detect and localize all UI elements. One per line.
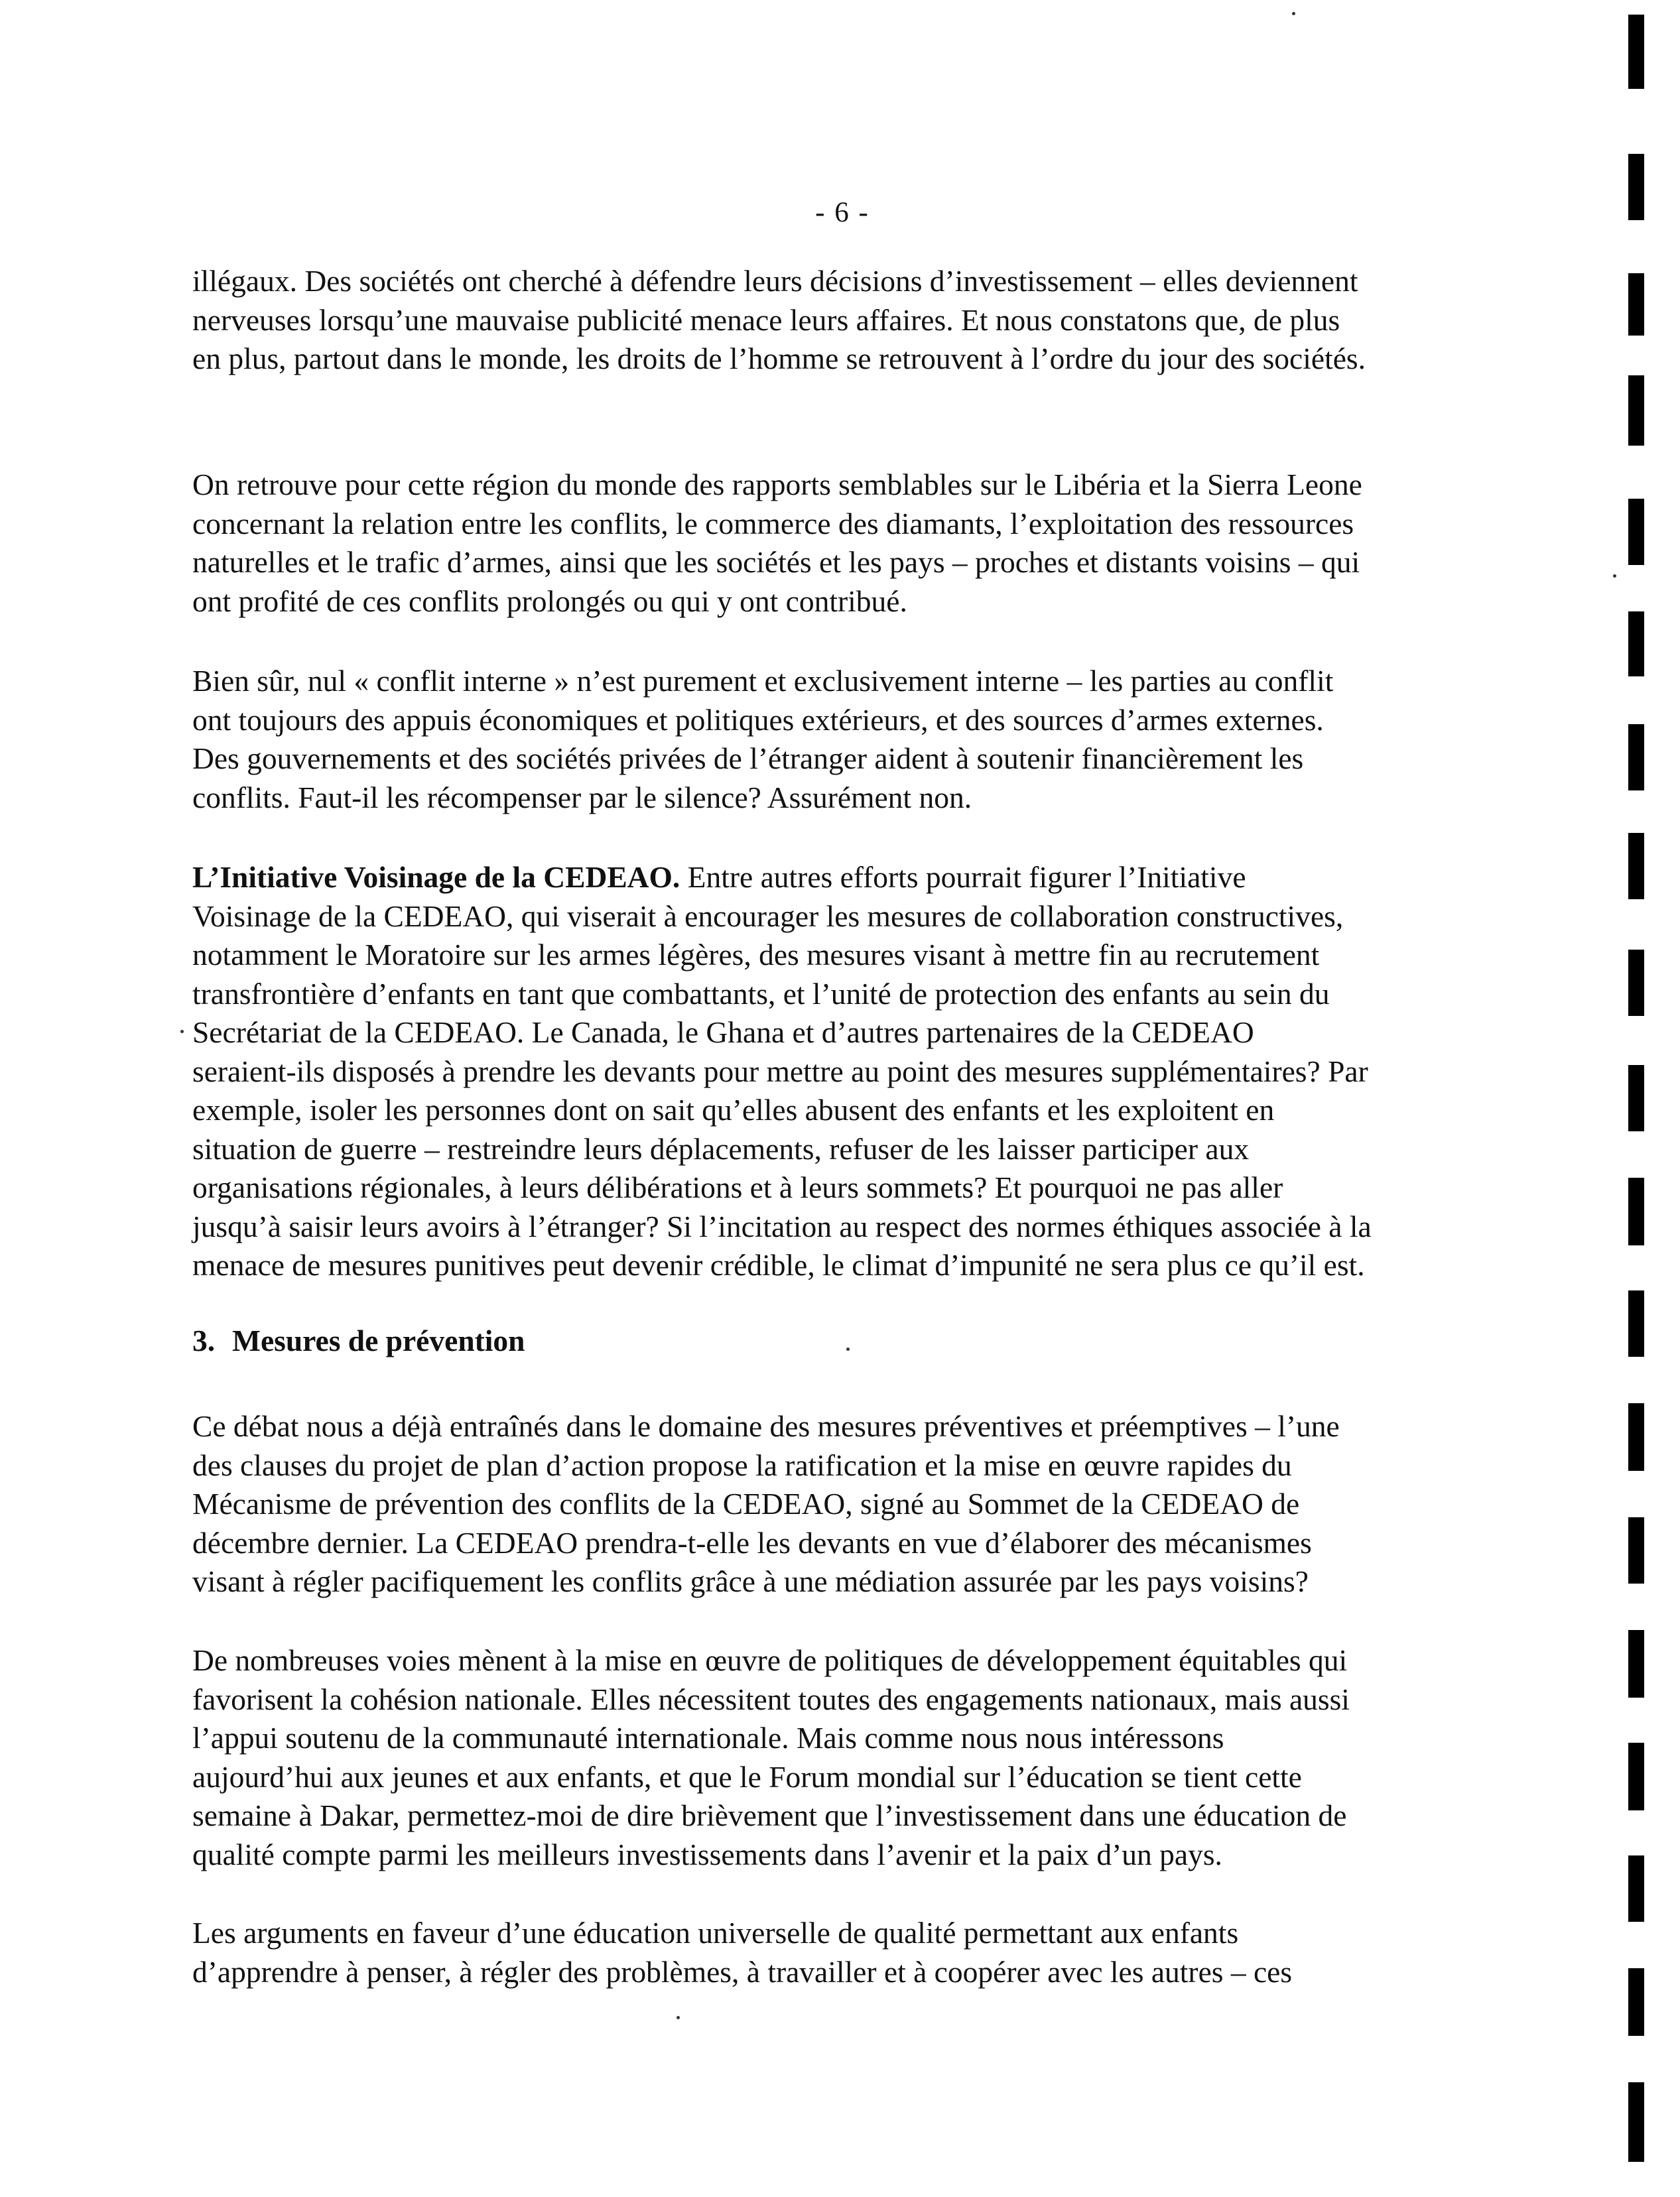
scan-margin-bar — [1628, 1743, 1644, 1810]
scan-margin-bar — [1628, 1517, 1644, 1584]
paragraph-line: Secrétariat de la CEDEAO. Le Canada, le Ghana et d’autres partenaires de la CEDEAO — [192, 1015, 1254, 1049]
paragraph-line: concernant la relation entre les conflits, le commerce des diamants, l’exploitation des ressources — [192, 506, 1354, 540]
scan-margin-bar — [1628, 724, 1644, 790]
paragraph-line: naturelles et le trafic d’armes, ainsi que les sociétés et les pays – proches et distants voisins – qui — [192, 545, 1360, 579]
scan-margin-bar — [1628, 154, 1644, 220]
paragraph-line: Mécanisme de prévention des conflits de la CEDEAO, signé au Sommet de la CEDEAO de — [192, 1487, 1300, 1521]
scan-speck — [1292, 12, 1295, 15]
paragraph-line: menace de mesures punitives peut devenir crédible, le climat d’impunité ne sera plus ce qu’il est. — [192, 1248, 1365, 1282]
paragraph-line: notamment le Moratoire sur les armes légères, des mesures visant à mettre fin au recrutement — [192, 938, 1320, 972]
scan-margin-bar — [1628, 2082, 1644, 2162]
paragraph-1 — [192, 262, 1519, 379]
paragraph-line: Les arguments en faveur d’une éducation universelle de qualité permettant aux enfants — [192, 1916, 1239, 1950]
paragraph-line: en plus, partout dans le monde, les droits de l’homme se retrouvent à l’ordre du jour des sociétés. — [192, 342, 1366, 375]
paragraph-line: favorisent la cohésion nationale. Elles nécessitent toutes des engagements nationaux, mais aussi — [192, 1682, 1350, 1716]
scan-margin-bar — [1628, 273, 1644, 336]
paragraph-line: De nombreuses voies mènent à la mise en œuvre de politiques de développement équitables qui — [192, 1643, 1348, 1677]
paragraph-line: jusqu’à saisir leurs avoirs à l’étranger? Si l’incitation au respect des normes éthiques associée à la — [192, 1209, 1372, 1243]
paragraph-line: transfrontière d’enfants en tant que combattants, et l’unité de protection des enfants au sein du — [192, 976, 1330, 1011]
paragraph-first-line — [192, 858, 1519, 897]
paragraph-line: seraient-ils disposés à prendre les devants pour mettre au point des mesures supplémentaires? Par — [192, 1054, 1368, 1088]
paragraph-3 — [192, 662, 1519, 817]
paragraph-line: ont profité de ces conflits prolongés ou qui y ont contribué. — [192, 584, 907, 618]
scan-margin-bar — [1628, 1178, 1644, 1245]
paragraph-line: visant à régler pacifiquement les conflits grâce à une médiation assurée par les pays voisins? — [192, 1564, 1309, 1598]
section-number: 3. — [192, 1324, 216, 1357]
paragraph-line: exemple, isoler les personnes dont on sait qu’elles abusent des enfants et les exploitent en — [192, 1093, 1275, 1127]
section-heading — [192, 1322, 525, 1361]
paragraph-line: des clauses du projet de plan d’action propose la ratification et la mise en œuvre rapides du — [192, 1448, 1292, 1482]
scan-speck — [1613, 574, 1616, 578]
paragraph-line: conflits. Faut-il les récompenser par le silence? Assurément non. — [192, 780, 972, 814]
paragraph-line-rest: Entre autres efforts pourrait figurer l’Initiative — [680, 860, 1246, 894]
scan-margin-bar — [1628, 1855, 1644, 1922]
scan-margin-bar — [1628, 1065, 1644, 1131]
scan-margin-bar — [1628, 611, 1644, 676]
paragraph-line: illégaux. Des sociétés ont cherché à défendre leurs décisions d’investissement – elles deviennent — [192, 264, 1358, 298]
paragraph-line: qualité compte parmi les meilleurs investissements dans l’avenir et la paix d’un pays. — [192, 1837, 1222, 1871]
paragraph-line: Voisinage de la CEDEAO, qui viserait à encourager les mesures de collaboration constructives, — [192, 899, 1344, 933]
section-paragraph-1 — [192, 1407, 1519, 1601]
paragraph-line: Bien sûr, nul « conflit interne » n’est purement et exclusivement interne – les parties au conflit — [192, 664, 1334, 698]
paragraph-line: organisations régionales, à leurs délibérations et à leurs sommets? Et pourquoi ne pas aller — [192, 1170, 1283, 1204]
paragraph-line: nerveuses lorsqu’une mauvaise publicité menace leurs affaires. Et nous constatons que, de plus — [192, 302, 1340, 337]
paragraph-line: ont toujours des appuis économiques et politiques extérieurs, et des sources d’armes externes. — [192, 702, 1324, 737]
scan-margin-bar — [1628, 375, 1644, 446]
scan-margin-bar — [1628, 1403, 1644, 1471]
scan-speck — [180, 1030, 184, 1033]
scan-margin-bar — [1628, 1630, 1644, 1698]
paragraph-line: Des gouvernements et des sociétés privées de l’étranger aident à soutenir financièrement les — [192, 741, 1304, 775]
section-title: Mesures de prévention — [232, 1324, 525, 1357]
paragraph-2 — [192, 466, 1519, 621]
paragraph-4 — [192, 858, 1519, 1285]
scan-margin-bar — [1628, 1968, 1644, 2036]
paragraph-line: situation de guerre – restreindre leurs déplacements, refuser de les laisser participer aux — [192, 1131, 1250, 1166]
paragraph-line: d’apprendre à penser, à régler des problèmes, à travailler et à coopérer avec les autres – ces — [192, 1954, 1293, 1989]
page-number: - 6 - — [815, 197, 870, 228]
paragraph-line: Ce débat nous a déjà entraînés dans le domaine des mesures préventives et préemptives – l’une — [192, 1409, 1340, 1443]
scan-speck — [677, 2016, 680, 2019]
section-paragraph-3 — [192, 1914, 1519, 1991]
paragraph-line: décembre dernier. La CEDEAO prendra-t-elle les devants en vue d’élaborer des mécanismes — [192, 1525, 1312, 1560]
paragraph-line: l’appui soutenu de la communauté internationale. Mais comme nous nous intéressons — [192, 1721, 1224, 1755]
initiative-heading: L’Initiative Voisinage de la CEDEAO. — [192, 860, 680, 894]
scan-margin-bar — [1628, 833, 1644, 899]
scan-margin-bar — [1628, 950, 1644, 1016]
scan-margin-bar — [1628, 1290, 1644, 1357]
paragraph-line: aujourd’hui aux jeunes et aux enfants, et que le Forum mondial sur l’éducation se tient cette — [192, 1759, 1302, 1794]
paragraph-line: semaine à Dakar, permettez-moi de dire brièvement que l’investissement dans une éducation de — [192, 1798, 1347, 1832]
section-paragraph-2 — [192, 1641, 1519, 1874]
scan-margin-bar — [1628, 499, 1644, 565]
paragraph-line: On retrouve pour cette région du monde des rapports semblables sur le Libéria et la Sierra Leone — [192, 468, 1362, 501]
scan-margin-bar — [1628, 15, 1644, 89]
scan-speck — [846, 1348, 850, 1351]
